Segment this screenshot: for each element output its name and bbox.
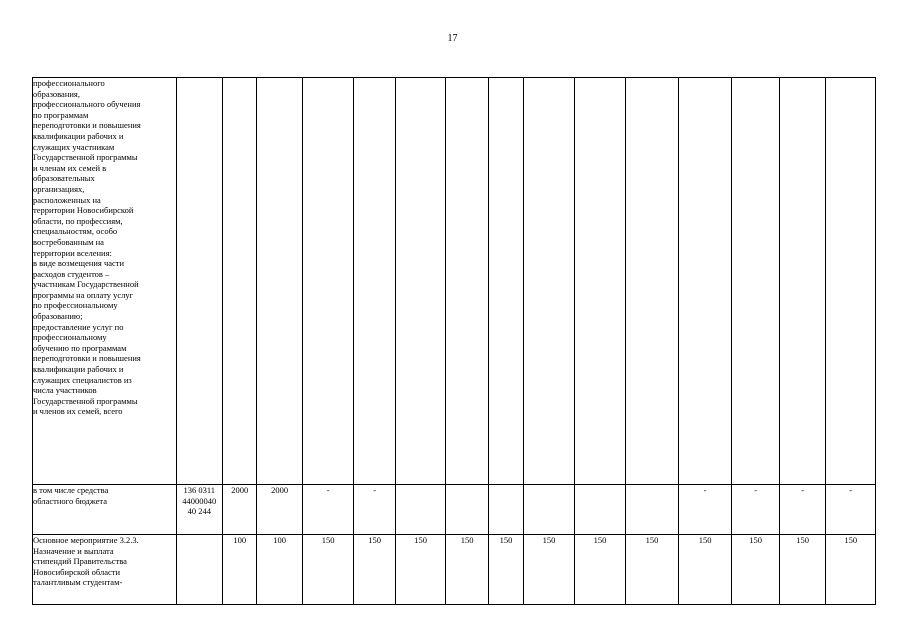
value-cell xyxy=(488,78,523,485)
value-cell: - xyxy=(302,485,354,535)
kbk-code-cell: 136 0311 44000040 40 244 xyxy=(176,485,222,535)
value-cell: - xyxy=(779,485,825,535)
value-cell: - xyxy=(678,485,732,535)
value-cell xyxy=(826,78,876,485)
value-cell: 150 xyxy=(779,535,825,605)
value-cell xyxy=(395,485,446,535)
row-description: Основное мероприятие 3.2.3. Назначение и выплата стипендий Правительства Новосибирской области талантливым студентам- xyxy=(33,535,177,605)
value-cell xyxy=(446,485,488,535)
value-cell: 100 xyxy=(223,535,257,605)
value-cell xyxy=(574,78,626,485)
value-cell xyxy=(488,485,523,535)
value-cell xyxy=(678,78,732,485)
value-cell xyxy=(354,78,395,485)
value-cell: 150 xyxy=(354,535,395,605)
value-cell xyxy=(446,78,488,485)
value-cell: 150 xyxy=(826,535,876,605)
table-row xyxy=(33,78,876,485)
value-cell xyxy=(257,78,302,485)
value-cell xyxy=(626,485,679,535)
value-cell: 2000 xyxy=(223,485,257,535)
value-cell xyxy=(574,485,626,535)
budget-table xyxy=(32,77,876,605)
value-cell xyxy=(732,78,780,485)
value-cell: 2000 xyxy=(257,485,302,535)
value-cell: 150 xyxy=(488,535,523,605)
row-description: профессионального образования, профессионального обучения по программам переподготовки и повышения квалификации рабочих и служащих участникам Государственной программы и членам их семей в образовательных организациях, расположенных на территории Новосибирской области, по профессиям, специальностям, особо востребованным на территории вселения: в виде возмещения части расходов студентов – участникам Государственной программы на оплату услуг по профессиональному образованию; предоставление услуг по профессиональному обучению по программам переподготовки и повышения квалификации рабочих и служащих специалистов из числа участников Государственной программы и членов их семей, всего xyxy=(33,78,177,485)
value-cell: 150 xyxy=(678,535,732,605)
table-row xyxy=(33,535,876,605)
value-cell: 150 xyxy=(302,535,354,605)
value-cell xyxy=(779,78,825,485)
value-cell: - xyxy=(732,485,780,535)
value-cell: 150 xyxy=(626,535,679,605)
value-cell: - xyxy=(354,485,395,535)
value-cell xyxy=(524,485,575,535)
value-cell: 100 xyxy=(257,535,302,605)
page-number: 17 xyxy=(447,33,458,44)
row-description: в том числе средства областного бюджета xyxy=(33,485,177,535)
kbk-code-cell xyxy=(176,535,222,605)
kbk-code-cell xyxy=(176,78,222,485)
value-cell: 150 xyxy=(446,535,488,605)
value-cell xyxy=(302,78,354,485)
value-cell: 150 xyxy=(732,535,780,605)
value-cell xyxy=(395,78,446,485)
value-cell xyxy=(626,78,679,485)
value-cell: 150 xyxy=(574,535,626,605)
table-row xyxy=(33,485,876,535)
value-cell: - xyxy=(826,485,876,535)
value-cell xyxy=(223,78,257,485)
value-cell: 150 xyxy=(395,535,446,605)
value-cell xyxy=(524,78,575,485)
value-cell: 150 xyxy=(524,535,575,605)
